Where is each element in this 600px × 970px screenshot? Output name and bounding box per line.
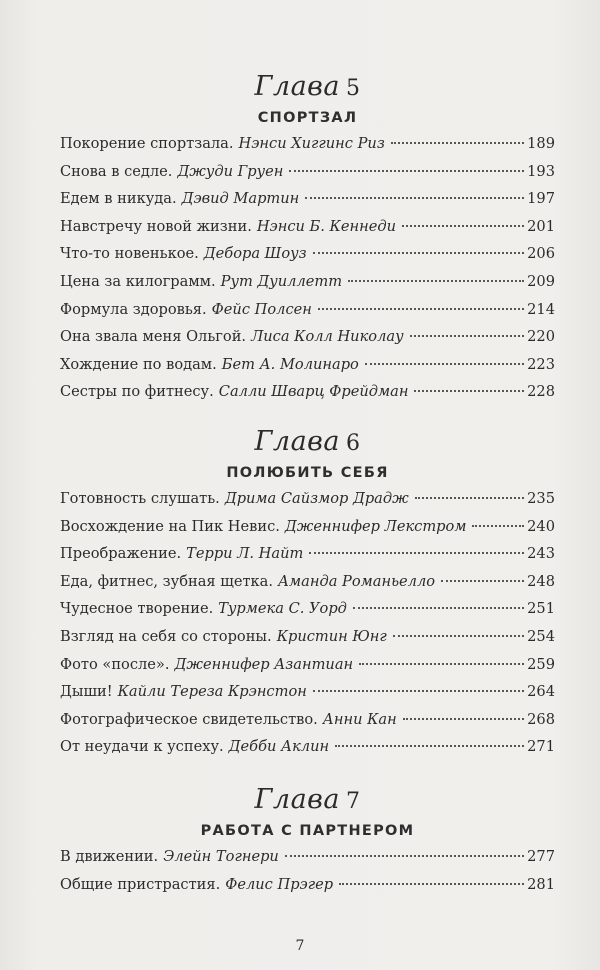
story-title: Она звала меня Ольгой. bbox=[60, 328, 247, 346]
toc-entry bbox=[60, 383, 555, 411]
story-author: Фелис Прэгер bbox=[225, 875, 334, 893]
story-title: Взгляд на себя со стороны. bbox=[60, 627, 272, 645]
dot-leader bbox=[403, 718, 524, 720]
page-ref: 209 bbox=[527, 272, 555, 290]
dot-leader bbox=[391, 142, 524, 144]
entry-list bbox=[60, 135, 555, 411]
entry-list bbox=[60, 848, 555, 903]
dot-leader bbox=[285, 855, 524, 857]
chapter-heading bbox=[60, 783, 555, 819]
story-author: Дрима Сайзмор Драдж bbox=[224, 490, 409, 507]
toc-entry bbox=[60, 163, 555, 191]
story-author: Дебора Шоуз bbox=[203, 245, 307, 263]
page-ref: 201 bbox=[527, 217, 555, 235]
story-author: Фейс Полсен bbox=[211, 300, 312, 318]
chapter-number: 6 bbox=[345, 431, 361, 456]
toc-entry bbox=[60, 190, 555, 218]
page-ref: 264 bbox=[527, 683, 555, 701]
story-title: Формула здоровья. bbox=[60, 300, 207, 318]
page-ref: 223 bbox=[527, 355, 555, 373]
dot-leader bbox=[348, 280, 524, 282]
story-author: Дебби Аклин bbox=[228, 738, 330, 756]
toc-entry bbox=[60, 545, 555, 573]
toc-entry bbox=[60, 600, 555, 628]
chapter-number: 5 bbox=[345, 76, 361, 101]
dot-leader bbox=[414, 390, 524, 392]
story-title: Навстречу новой жизни. bbox=[60, 217, 252, 235]
page-ref: 268 bbox=[527, 710, 555, 728]
toc-entry bbox=[60, 518, 555, 546]
dot-leader bbox=[309, 552, 524, 554]
toc-entry bbox=[60, 876, 555, 904]
story-title: Общие пристрастия. bbox=[60, 875, 221, 893]
story-title: Преображение. bbox=[60, 545, 182, 563]
story-title: Чудесное творение. bbox=[60, 600, 214, 618]
story-author: Нэнси Хиггинс Риз bbox=[238, 135, 385, 152]
chapter-number: 7 bbox=[345, 789, 361, 814]
story-title: Что-то новенькое. bbox=[60, 245, 199, 263]
page-ref: 214 bbox=[527, 300, 555, 318]
story-author: Рут Дуиллетт bbox=[220, 272, 343, 290]
toc-entry bbox=[60, 683, 555, 711]
story-title: Фото «после». bbox=[60, 655, 170, 673]
story-title: Еда, фитнес, зубная щетка. bbox=[60, 572, 273, 590]
page-ref: 243 bbox=[527, 545, 555, 563]
dot-leader bbox=[289, 170, 524, 172]
story-author: Салли Шварц Фрейдман bbox=[218, 383, 409, 401]
chapter-title: СПОРТЗАЛ bbox=[257, 110, 358, 126]
story-title: Снова в седле. bbox=[60, 162, 173, 180]
story-author: Джуди Груен bbox=[177, 162, 284, 180]
toc-entry bbox=[60, 356, 555, 384]
story-author: Элейн Тогнери bbox=[163, 848, 279, 865]
toc-entry bbox=[60, 301, 555, 329]
chapter-title: ПОЛЮБИТЬ СЕБЯ bbox=[226, 465, 389, 481]
story-author: Аманда Романьелло bbox=[278, 572, 436, 590]
story-title: От неудачи к успеху. bbox=[60, 738, 224, 756]
dot-leader bbox=[402, 225, 524, 227]
dot-leader bbox=[441, 580, 524, 582]
chapter-heading bbox=[60, 425, 555, 461]
dot-leader bbox=[365, 363, 524, 365]
page-ref: 206 bbox=[527, 245, 555, 263]
page-ref: 189 bbox=[527, 135, 555, 152]
chapter-heading-label: Глава bbox=[254, 784, 340, 815]
dot-leader bbox=[318, 308, 524, 310]
story-title: Готовность слушать. bbox=[60, 490, 220, 507]
chapter-heading-label: Глава bbox=[254, 71, 340, 102]
toc-entry bbox=[60, 738, 555, 766]
page-ref: 259 bbox=[527, 655, 555, 673]
toc-entry bbox=[60, 328, 555, 356]
toc-entry bbox=[60, 273, 555, 301]
toc-entry bbox=[60, 656, 555, 684]
toc-entry bbox=[60, 490, 555, 518]
story-author: Дженнифер Лекстром bbox=[284, 517, 467, 535]
chapter-heading-label: Глава bbox=[254, 426, 340, 457]
chapter-5 bbox=[60, 70, 555, 411]
toc-entry bbox=[60, 245, 555, 273]
page-ref: 220 bbox=[527, 328, 555, 346]
story-author: Нэнси Б. Кеннеди bbox=[256, 217, 396, 235]
page-ref: 271 bbox=[527, 738, 555, 756]
chapter-heading bbox=[60, 70, 555, 106]
dot-leader bbox=[410, 335, 525, 337]
toc-entry bbox=[60, 135, 555, 163]
page-ref: 240 bbox=[527, 517, 555, 535]
page-ref: 235 bbox=[527, 490, 555, 507]
story-author: Кристин Юнг bbox=[276, 627, 387, 645]
dot-leader bbox=[339, 883, 524, 885]
toc-entry bbox=[60, 848, 555, 876]
story-author: Бет А. Молинаро bbox=[221, 355, 359, 373]
story-author: Турмека С. Уорд bbox=[218, 600, 347, 618]
toc-entry bbox=[60, 218, 555, 246]
page-ref: 197 bbox=[527, 190, 555, 208]
story-title: Фотографическое свидетельство. bbox=[60, 710, 318, 728]
dot-leader bbox=[313, 252, 525, 254]
story-title: Едем в никуда. bbox=[60, 190, 177, 208]
story-author: Анни Кан bbox=[322, 710, 397, 728]
story-author: Кайли Тереза Крэнстон bbox=[117, 683, 307, 701]
page-number: 7 bbox=[295, 938, 305, 954]
story-title: В движении. bbox=[60, 848, 159, 865]
entry-list bbox=[60, 490, 555, 766]
dot-leader bbox=[335, 745, 524, 747]
page-ref: 254 bbox=[527, 627, 555, 645]
toc-entry bbox=[60, 573, 555, 601]
story-title: Цена за килограмм. bbox=[60, 272, 216, 290]
chapter-7 bbox=[60, 783, 555, 903]
story-title: Покорение спортзала. bbox=[60, 135, 234, 152]
dot-leader bbox=[359, 663, 524, 665]
story-author: Дженнифер Азантиан bbox=[174, 655, 354, 673]
toc-entry bbox=[60, 711, 555, 739]
dot-leader bbox=[305, 197, 524, 199]
dot-leader bbox=[353, 607, 524, 609]
story-title: Дыши! bbox=[60, 683, 113, 701]
page-ref: 277 bbox=[527, 848, 555, 865]
story-title: Восхождение на Пик Невис. bbox=[60, 517, 280, 535]
page-ref: 193 bbox=[527, 162, 555, 180]
chapter-6 bbox=[60, 425, 555, 766]
dot-leader bbox=[415, 497, 524, 499]
toc-entry bbox=[60, 628, 555, 656]
story-author: Терри Л. Найт bbox=[186, 545, 304, 563]
page-ref: 248 bbox=[527, 572, 555, 590]
dot-leader bbox=[313, 690, 524, 692]
story-author: Дэвид Мартин bbox=[181, 190, 300, 208]
story-title: Хождение по водам. bbox=[60, 355, 217, 373]
page-ref: 251 bbox=[527, 600, 555, 618]
page-ref: 228 bbox=[527, 383, 555, 401]
story-title: Сестры по фитнесу. bbox=[60, 383, 214, 401]
dot-leader bbox=[472, 525, 524, 527]
dot-leader bbox=[393, 635, 524, 637]
page-ref: 281 bbox=[527, 875, 555, 893]
story-author: Лиса Колл Николау bbox=[251, 328, 404, 346]
chapter-title: РАБОТА С ПАРТНЕРОМ bbox=[200, 823, 415, 839]
